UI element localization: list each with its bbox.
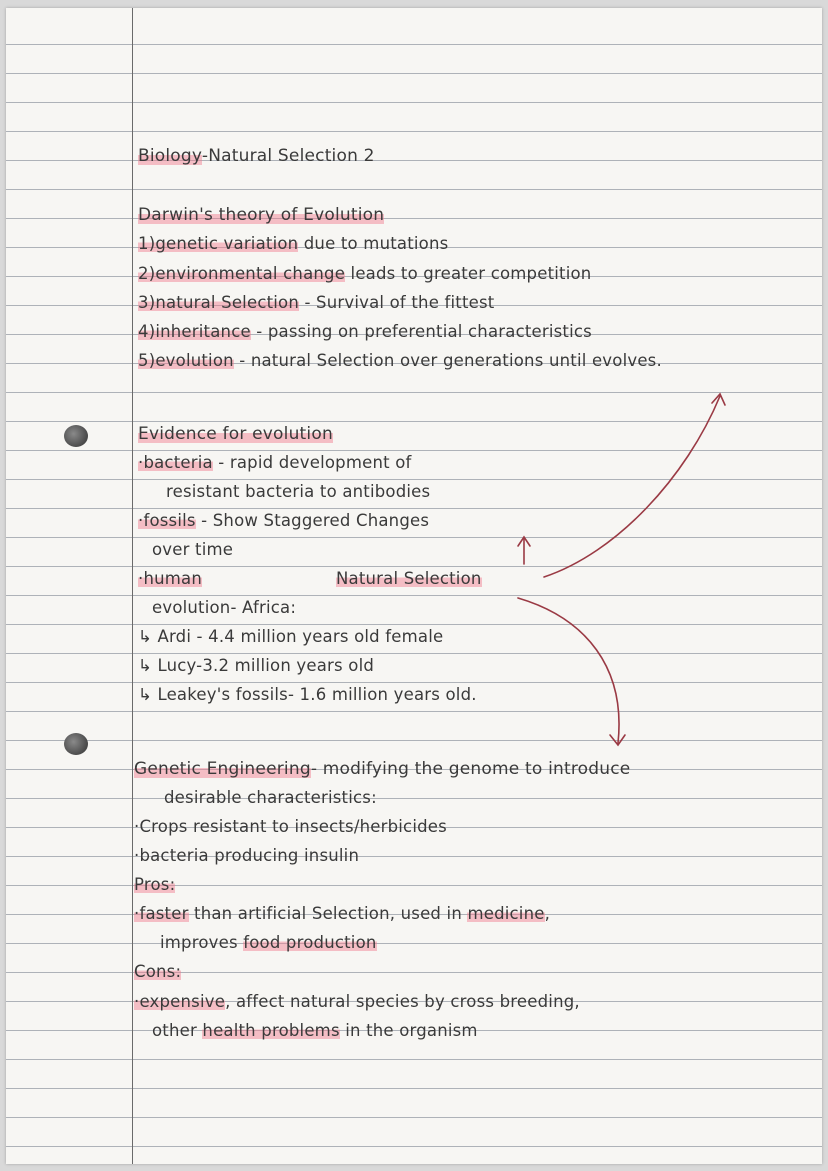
evidence-human-cont: evolution- Africa:	[152, 598, 297, 617]
pros-line: improves food production	[160, 933, 377, 952]
evidence-heading: Evidence for evolution	[138, 424, 333, 444]
evidence-fossils: ·fossils - Show Staggered Changes	[138, 511, 430, 530]
cons-label: Cons:	[134, 962, 182, 981]
evidence-fossils-cont: over time	[152, 540, 234, 559]
pros-label: Pros:	[134, 875, 176, 894]
evidence-bacteria: ·bacteria - rapid development of	[138, 453, 412, 472]
list-item: 2)environmental change leads to greater competition	[138, 264, 592, 283]
list-item: ·bacteria producing insulin	[134, 846, 360, 865]
list-item: ·Crops resistant to insects/herbicides	[134, 817, 447, 836]
evidence-human: ·human	[138, 569, 203, 588]
fossil-example: ↳ Lucy-3.2 million years old	[138, 656, 375, 675]
fossil-example: ↳ Leakey's fossils- 1.6 million years old.	[138, 685, 477, 704]
genetic-cont: desirable characteristics:	[164, 788, 377, 807]
list-item: 5)evolution - natural Selection over generations until evolves.	[138, 351, 662, 370]
cons-line: ·expensive, affect natural species by cross breeding,	[134, 992, 580, 1011]
cons-line: other health problems in the organism	[152, 1021, 478, 1040]
list-item: 3)natural Selection - Survival of the fittest	[138, 293, 495, 312]
notebook-page	[6, 8, 822, 1164]
fossil-example: ↳ Ardi - 4.4 million years old female	[138, 627, 444, 646]
page-title: Biology-Natural Selection 2	[138, 146, 375, 166]
list-item: 4)inheritance - passing on preferential characteristics	[138, 322, 592, 341]
pros-line: ·faster than artificial Selection, used in medicine,	[134, 904, 551, 923]
evidence-bacteria-cont: resistant bacteria to antibodies	[166, 482, 431, 501]
handwritten-notes	[6, 8, 822, 1164]
list-item: 1)genetic variation due to mutations	[138, 234, 449, 253]
darwin-heading: Darwin's theory of Evolution	[138, 205, 385, 225]
genetic-heading: Genetic Engineering- modifying the genome to introduce	[134, 759, 631, 779]
natural-selection-label: Natural Selection	[336, 569, 482, 588]
